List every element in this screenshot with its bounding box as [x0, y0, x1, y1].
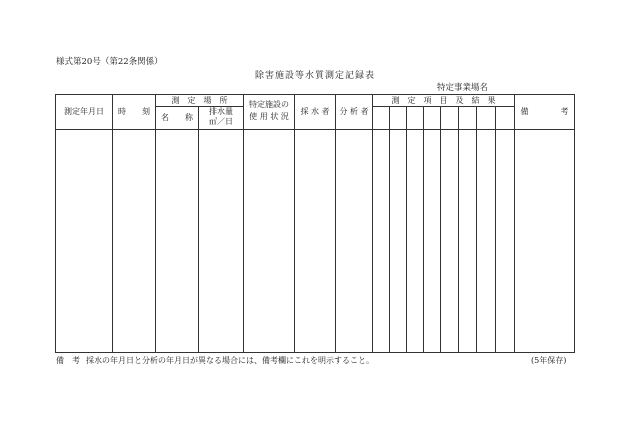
header-discharge-volume: 排水量: [209, 107, 233, 116]
header-facility-usage-line2: 使 用 状 況: [249, 112, 289, 121]
header-remarks: 備 考: [520, 107, 569, 116]
header-items-results: 測 定 項 目 及 結 果: [391, 96, 496, 105]
header-time: 時 刻: [118, 107, 150, 116]
header-analyst: 分 析 者: [339, 107, 369, 116]
header-measure-date: 測定年月日: [64, 107, 104, 116]
footer-note-label: 備 考: [56, 356, 80, 365]
footer-note: [56, 355, 374, 366]
header-location-name: 名 称: [161, 113, 193, 122]
header-facility-usage-line1: 特定施設の: [249, 100, 289, 109]
header-sampler: 採 水 者: [300, 107, 330, 116]
header-location: 測 定 場 所: [171, 96, 228, 105]
table-border: [56, 95, 575, 353]
facility-name-label: 特定事業場名: [437, 83, 489, 93]
header-discharge-unit: ㎥／日: [209, 117, 233, 126]
footer-note-text: 採水の年月日と分析の年月日が異なる場合には、備考欄にこれを明示すること。: [86, 356, 374, 365]
form-title: 除害施設等水質測定記録表: [254, 71, 375, 81]
form-number: 様式第20号（第22条関係）: [56, 57, 163, 67]
retention-period: (5年保存): [531, 356, 567, 365]
